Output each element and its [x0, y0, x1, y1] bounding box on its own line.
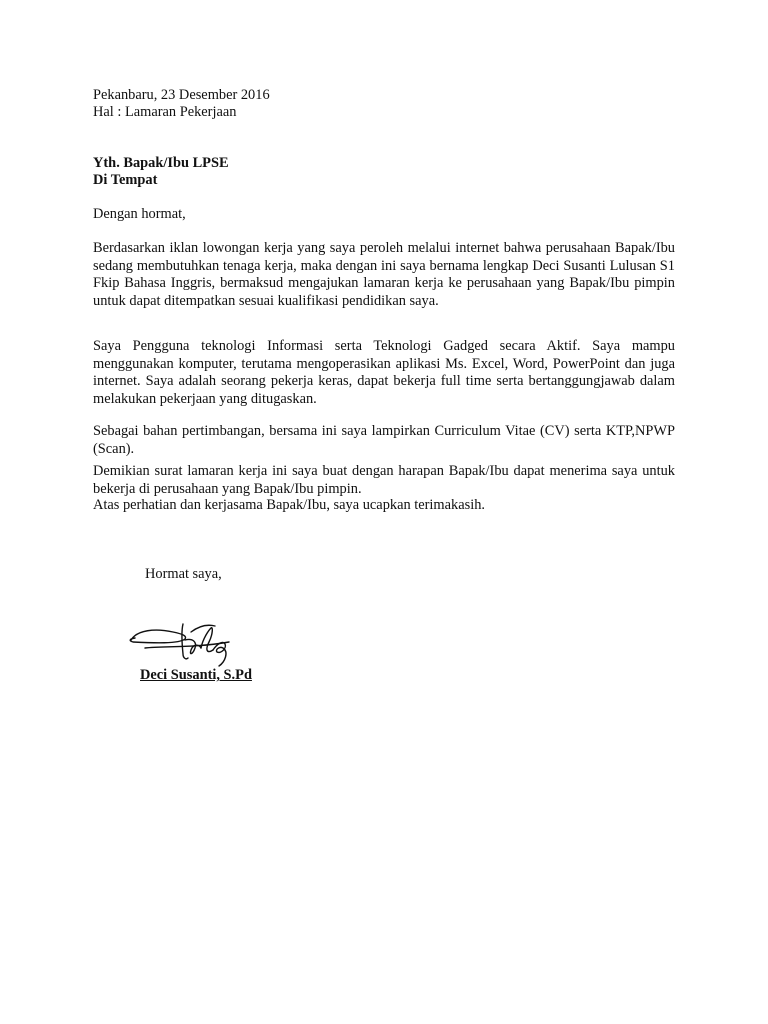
- letter-recipient: Yth. Bapak/Ibu LPSE: [93, 155, 229, 171]
- body-paragraph-5: [93, 497, 675, 515]
- paragraph-text: Atas perhatian dan kerjasama Bapak/Ibu, saya ucapkan terimakasih.: [93, 497, 485, 513]
- signer-name: Deci Susanti, S.Pd: [140, 667, 252, 683]
- letter-greeting: Dengan hormat,: [93, 206, 186, 222]
- paragraph-text: Demikian surat lamaran kerja ini saya buat dengan harapan Bapak/Ibu dapat menerima saya untuk bekerja di perusahaan yang Bapak/Ibu pimpin.: [93, 463, 675, 497]
- paragraph-text: Sebagai bahan pertimbangan, bersama ini saya lampirkan Curriculum Vitae (CV) serta KTP,NPWP (Scan).: [93, 423, 675, 457]
- paragraph-text: Berdasarkan iklan lowongan kerja yang saya peroleh melalui internet bahwa perusahaan Bapak/Ibu sedang membutuhkan tenaga kerja, maka dengan ini saya bernama lengkap Deci Susanti Lulusan S1 Fkip Bahasa Inggris, bermaksud mengajukan lamaran kerja ke perusahaan yang Bapak/Ibu pimpin untuk dapat ditempatkan sesuai kualifikasi pendidikan saya.: [93, 240, 675, 309]
- body-paragraph-1: [93, 240, 675, 310]
- body-paragraph-3: [93, 423, 675, 458]
- letter-subject: Hal : Lamaran Pekerjaan: [93, 104, 237, 120]
- handwritten-signature: [125, 618, 240, 670]
- letter-recipient-location: Di Tempat: [93, 172, 158, 188]
- letter-date: Pekanbaru, 23 Desember 2016: [93, 87, 270, 103]
- letter-closing: Hormat saya,: [145, 566, 222, 582]
- body-paragraph-4: [93, 463, 675, 498]
- paragraph-text: Saya Pengguna teknologi Informasi serta Teknologi Gadged secara Aktif. Saya mampu menggunakan komputer, terutama mengoperasikan aplikasi Ms. Excel, Word, PowerPoint dan juga internet. Saya adalah seorang pekerja keras, dapat bekerja full time serta bertanggungjawab dalam melakukan pekerjaan yang ditugaskan.: [93, 338, 675, 407]
- body-paragraph-2: [93, 338, 675, 408]
